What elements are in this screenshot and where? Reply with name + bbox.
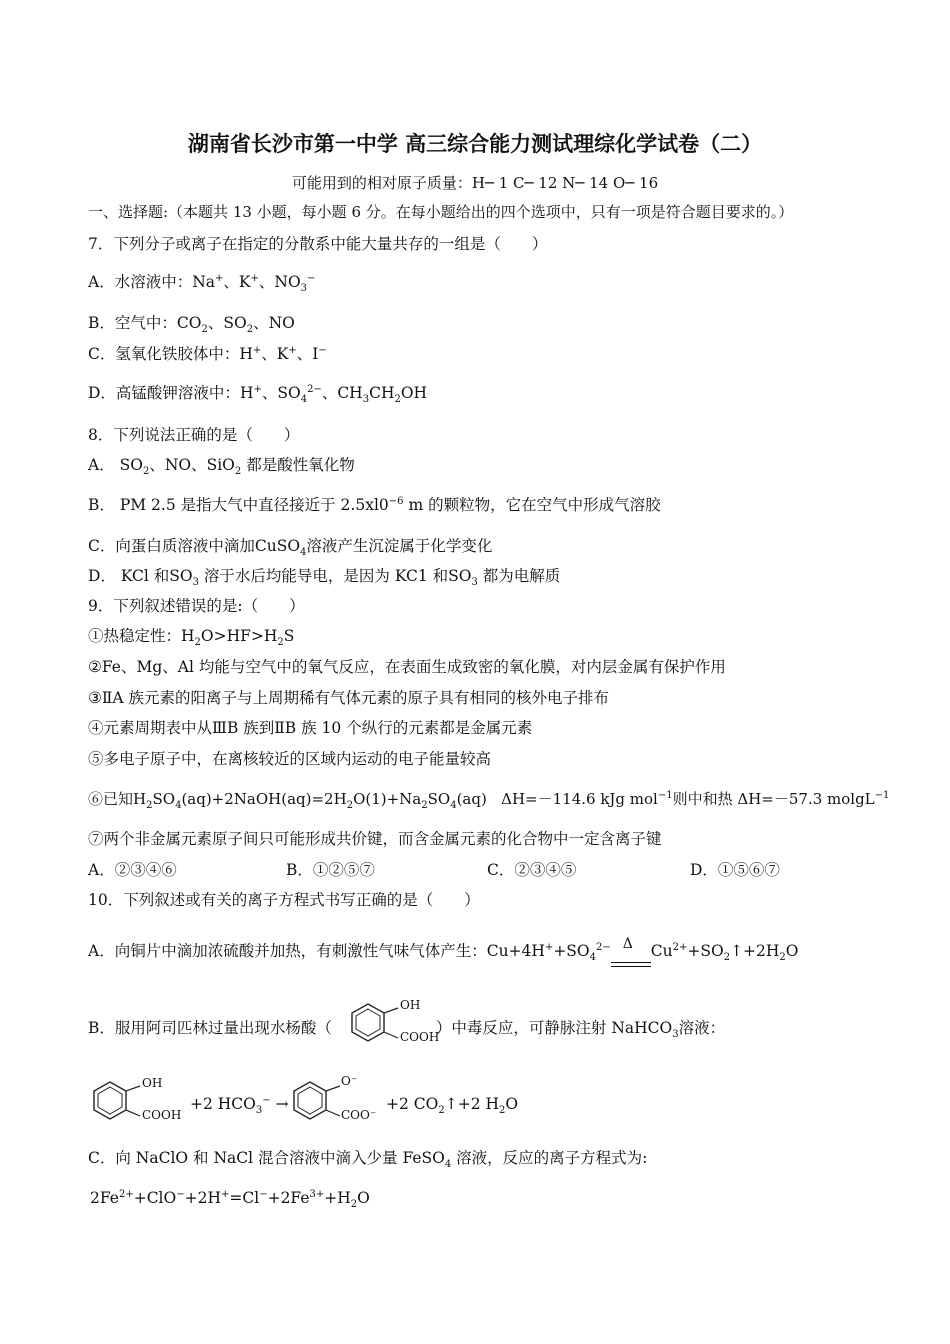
- page-title: 湖南省长沙市第一中学 高三综合能力测试理综化学试卷（二）: [187, 131, 763, 156]
- q8-d-c: 都为电解质: [482, 567, 561, 585]
- q9-s6-c: 则中和热 ΔH=－57.3 molgL: [672, 790, 875, 808]
- q10-b-c: 溶液：: [678, 1019, 726, 1037]
- product-salicylate: [288, 1074, 377, 1134]
- q9-s1-label: ①热稳定性：: [88, 627, 182, 645]
- atomic-masses: 可能用到的相对原子质量：H─ 1 C─ 12 N─ 14 O─ 16: [291, 174, 659, 192]
- q10-b-b: ）中毒反应，可静脉注射 NaHCO: [435, 1019, 673, 1037]
- q8-b-a: B． PM 2.5 是指大气中直径接近于 2.5xl0: [88, 496, 389, 514]
- q8-option-c: C．向蛋白质溶液中滴加CuSO$_4$溶液产生沉淀属于化学变化: [88, 537, 493, 559]
- q9-stem: 9．下列叙述错误的是:（ ）: [88, 597, 305, 615]
- q8-option-b: B． PM 2.5 是指大气中直径接近于 $2.5xl0^{-6}$ m 的颗粒物，它在空气中形成气溶胶: [88, 495, 661, 514]
- q7-c-label: C．氢氧化铁胶体中：: [88, 345, 240, 363]
- plus-co2: +2 CO: [386, 1095, 439, 1113]
- q8-c-b: 溶液产生沉淀属于化学变化: [306, 537, 493, 555]
- q10-c-b: 溶液，反应的离子方程式为:: [456, 1149, 648, 1167]
- q7-option-d: D．高锰酸钾溶液中：H+、$SO_4^{2-}$、$CH_3CH_2OH$: [88, 383, 428, 406]
- oh-label: OH: [400, 998, 421, 1012]
- q9-statement-5: ⑤多电子原子中，在离核较近的区域内运动的电子能量较高: [88, 750, 492, 768]
- q9-option-a: A．②③④⑥: [88, 861, 177, 879]
- q7-option-b: B．空气中：$CO_2$、$SO_2$、NO: [88, 314, 295, 336]
- q10-a-label: A．向铜片中滴加浓硫酸并加热，有刺激性气味气体产生：: [88, 942, 487, 960]
- q10-option-c: C．向 NaClO 和 NaCl 混合溶液中滴入少量 FeSO$_4$ 溶液，反应的离子方程式为:: [88, 1149, 648, 1171]
- q7-option-c: C．氢氧化铁胶体中：H+、K+、I−: [88, 344, 327, 363]
- q9-option-c: C．②③④⑤: [487, 861, 577, 879]
- q9-statement-7: ⑦两个非金属元素原子间只可能形成共价键，而含金属元素的化合物中一定含离子键: [88, 830, 662, 848]
- oh-label: OH: [142, 1076, 163, 1090]
- q9-statement-4: ④元素周期表中从ⅢB 族到ⅡB 族 10 个纵行的元素都是金属元素: [88, 719, 533, 737]
- q10-c-equation: $2Fe^{2+}+ClO^-+2H^+=Cl^-+2Fe^{3+}+H_2O$: [90, 1188, 370, 1211]
- reagent-bicarbonate: +2 $HCO_3^-$ →: [190, 1094, 289, 1117]
- q8-option-a: A． $SO_2$、NO、SiO$_2$ 都是酸性氧化物: [88, 456, 355, 478]
- q8-option-d: D． KCl 和$SO_3$ 溶于水后均能导电，是因为 KC1 和$SO_3$ 都为电解质: [88, 567, 561, 589]
- q10-c-a: C．向 NaClO 和 NaCl 混合溶液中滴入少量 FeSO: [88, 1149, 445, 1167]
- cooh-label: COOH: [142, 1108, 182, 1122]
- section-heading: 一、选择题:（本题共 13 小题，每小题 6 分。在每小题给出的四个选项中，只有一项是符合题目要求的。）: [88, 203, 794, 221]
- plus-hco3: +2 HCO: [190, 1095, 256, 1113]
- q7-b-label: B．空气中：: [88, 314, 177, 332]
- q7-stem: 7．下列分子或离子在指定的分散系中能大量共存的一组是（ ）: [88, 235, 548, 253]
- q9-s6-b: ΔH=－114.6 kJg mol: [501, 790, 658, 808]
- q7-a-label: A．水溶液中：: [88, 273, 193, 291]
- q8-a-tail: 都是酸性氧化物: [246, 456, 355, 474]
- coo-minus-label: COO⁻: [341, 1108, 377, 1122]
- q8-b-b: m 的颗粒物，它在空气中形成气溶胶: [403, 496, 661, 514]
- q9-option-b: B．①②⑤⑦: [286, 861, 375, 879]
- reactant-salicylic-acid: [88, 1076, 182, 1134]
- q8-c-a: C．向蛋白质溶液中滴加: [88, 537, 255, 555]
- delta-sign: Δ: [622, 936, 633, 952]
- q8-d-a: D． KCl 和: [88, 567, 170, 585]
- q8-stem: 8．下列说法正确的是（ ）: [88, 426, 300, 444]
- q9-statement-6: ⑥已知$H_2SO_4(aq)+2NaOH(aq)=2H_2O(1)+Na_2SO_4(aq)$ ΔH=－114.6 kJg mol$^{-1}$则中和热 ΔH=－57.3 molgL$^{-1}$: [88, 790, 890, 811]
- q9-statement-2: ②Fe、Mg、Al 均能与空气中的氧气反应，在表面生成致密的氧化膜，对内层金属有保护作用: [88, 658, 726, 676]
- q10-option-a: A．向铜片中滴加浓硫酸并加热，有刺激性气味气体产生：$Cu+4H^++SO_4^{2-}$ Δ $Cu^{2+}+SO_2↑+2H_2O$: [88, 941, 799, 961]
- reaction-arrow: →: [275, 1095, 289, 1113]
- q7-d-label: D．高锰酸钾溶液中：: [88, 384, 240, 402]
- q9-option-d: D．①⑤⑥⑦: [690, 861, 780, 879]
- q10-option-b: B．服用阿司匹林过量出现水杨酸（ ）中毒反应，可静脉注射 NaHCO$_3$溶液：: [88, 1019, 726, 1041]
- o-minus-label: O⁻: [341, 1074, 358, 1088]
- plus-water: ↑+2 H: [444, 1095, 499, 1113]
- products-co2-water: +2 $CO_2↑+2$ $H_2O$: [386, 1095, 519, 1117]
- q9-statement-1: ①热稳定性：$H_2O>HF>H_2S$: [88, 627, 295, 649]
- q8-d-b: 溶于水后均能导电，是因为 KC1 和: [203, 567, 449, 585]
- q9-s6-a: ⑥已知: [88, 790, 134, 808]
- cooh-label: COOH: [400, 1030, 440, 1044]
- q9-statement-3: ③ⅡA 族元素的阳离子与上周期稀有气体元素的原子具有相同的核外电子排布: [88, 689, 610, 707]
- q7-option-a: A．水溶液中：Na+、K+、$NO_3^-$: [88, 272, 316, 295]
- q10-b-a: B．服用阿司匹林过量出现水杨酸（: [88, 1019, 332, 1037]
- q10-stem: 10．下列叙述或有关的离子方程式书写正确的是（ ）: [88, 891, 480, 909]
- salicylic-acid-inline: [346, 998, 440, 1056]
